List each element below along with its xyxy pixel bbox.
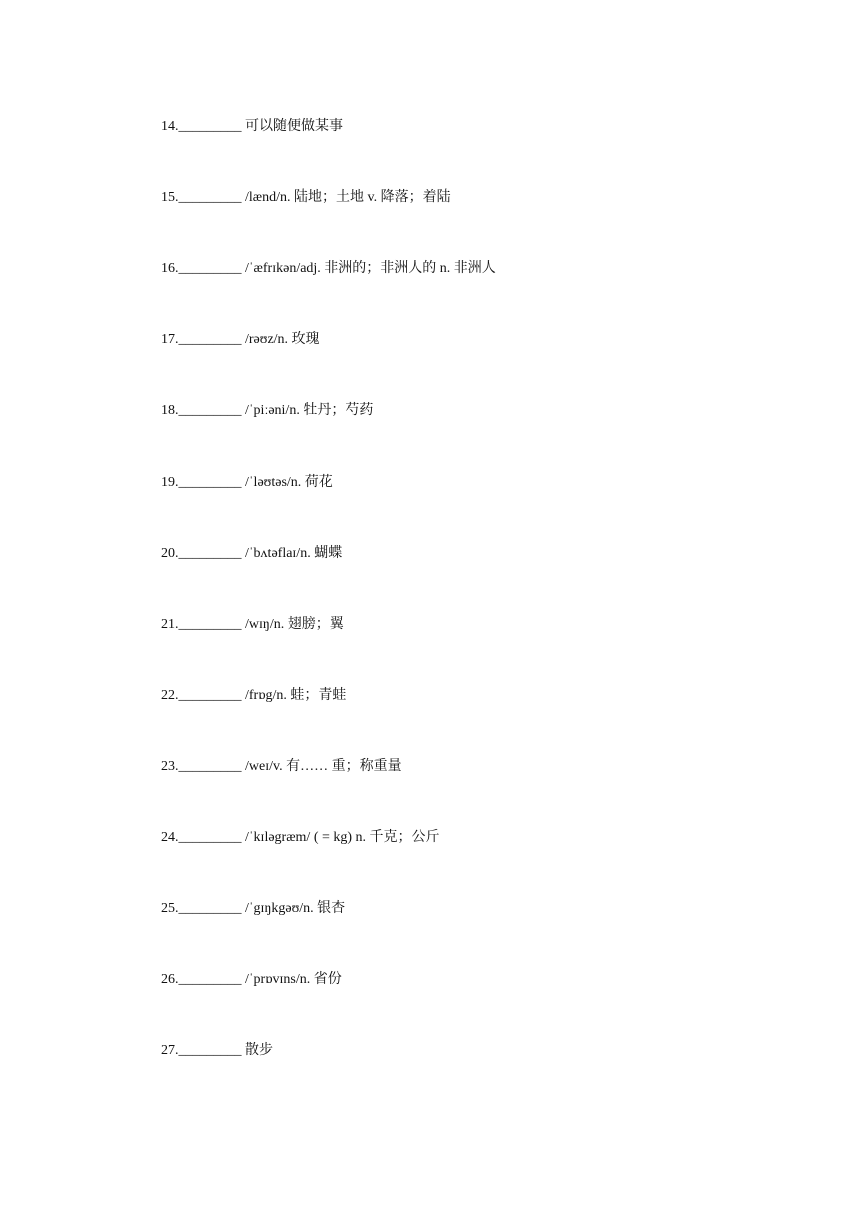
answer-blank: _________ bbox=[178, 617, 242, 632]
vocab-item-17 bbox=[161, 330, 320, 350]
answer-blank: _________ bbox=[178, 901, 242, 916]
item-definition: /ˈprɒvɪns/n. 省份 bbox=[241, 972, 342, 987]
answer-blank: _________ bbox=[178, 119, 242, 134]
vocab-item-25 bbox=[161, 899, 345, 919]
vocab-item-26 bbox=[161, 970, 342, 990]
item-number: 16. bbox=[161, 261, 179, 276]
item-number: 22. bbox=[161, 688, 179, 703]
item-number: 14. bbox=[161, 119, 179, 134]
answer-blank: _________ bbox=[178, 261, 242, 276]
item-definition: /wɪŋ/n. 翅膀；翼 bbox=[241, 617, 344, 632]
item-definition: /ˈləʊtəs/n. 荷花 bbox=[241, 475, 333, 490]
vocab-item-16 bbox=[161, 259, 496, 279]
answer-blank: _________ bbox=[178, 332, 242, 347]
vocab-item-21 bbox=[161, 615, 344, 635]
item-definition: /weɪ/v. 有…… 重；称重量 bbox=[241, 759, 402, 774]
item-number: 17. bbox=[161, 332, 179, 347]
item-number: 25. bbox=[161, 901, 179, 916]
vocab-item-24 bbox=[161, 828, 440, 848]
item-definition: /ˈgɪŋkgəʊ/n. 银杏 bbox=[241, 901, 346, 916]
item-definition: /ˈæfrɪkən/adj. 非洲的；非洲人的 n. 非洲人 bbox=[241, 261, 496, 276]
item-number: 21. bbox=[161, 617, 179, 632]
vocab-item-23 bbox=[161, 757, 402, 777]
vocab-item-22 bbox=[161, 686, 346, 706]
item-number: 27. bbox=[161, 1043, 179, 1058]
item-number: 18. bbox=[161, 403, 179, 418]
vocab-item-27 bbox=[161, 1041, 273, 1061]
item-number: 15. bbox=[161, 190, 179, 205]
answer-blank: _________ bbox=[178, 403, 242, 418]
item-definition: 散步 bbox=[241, 1043, 273, 1058]
answer-blank: _________ bbox=[178, 1043, 242, 1058]
vocab-item-14 bbox=[161, 117, 343, 137]
item-definition: /ˈbʌtəflaɪ/n. 蝴蝶 bbox=[241, 546, 343, 561]
answer-blank: _________ bbox=[178, 688, 242, 703]
item-number: 24. bbox=[161, 830, 179, 845]
answer-blank: _________ bbox=[178, 830, 242, 845]
item-definition: /frɒg/n. 蛙；青蛙 bbox=[241, 688, 347, 703]
item-definition: /ˈkɪləgræm/ ( = kg) n. 千克；公斤 bbox=[241, 830, 440, 845]
answer-blank: _________ bbox=[178, 475, 242, 490]
item-number: 20. bbox=[161, 546, 179, 561]
answer-blank: _________ bbox=[178, 759, 242, 774]
item-definition: /rəʊz/n. 玫瑰 bbox=[241, 332, 320, 347]
vocab-item-20 bbox=[161, 544, 342, 564]
vocab-item-15 bbox=[161, 188, 451, 208]
item-number: 23. bbox=[161, 759, 179, 774]
answer-blank: _________ bbox=[178, 190, 242, 205]
item-definition: 可以随便做某事 bbox=[241, 119, 343, 134]
item-number: 19. bbox=[161, 475, 179, 490]
item-number: 26. bbox=[161, 972, 179, 987]
item-definition: /ˈpiːəni/n. 牡丹；芍药 bbox=[241, 403, 374, 418]
item-definition: /lænd/n. 陆地；土地 v. 降落；着陆 bbox=[241, 190, 451, 205]
vocab-item-19 bbox=[161, 473, 333, 493]
vocab-item-18 bbox=[161, 401, 373, 421]
answer-blank: _________ bbox=[178, 972, 242, 987]
answer-blank: _________ bbox=[178, 546, 242, 561]
